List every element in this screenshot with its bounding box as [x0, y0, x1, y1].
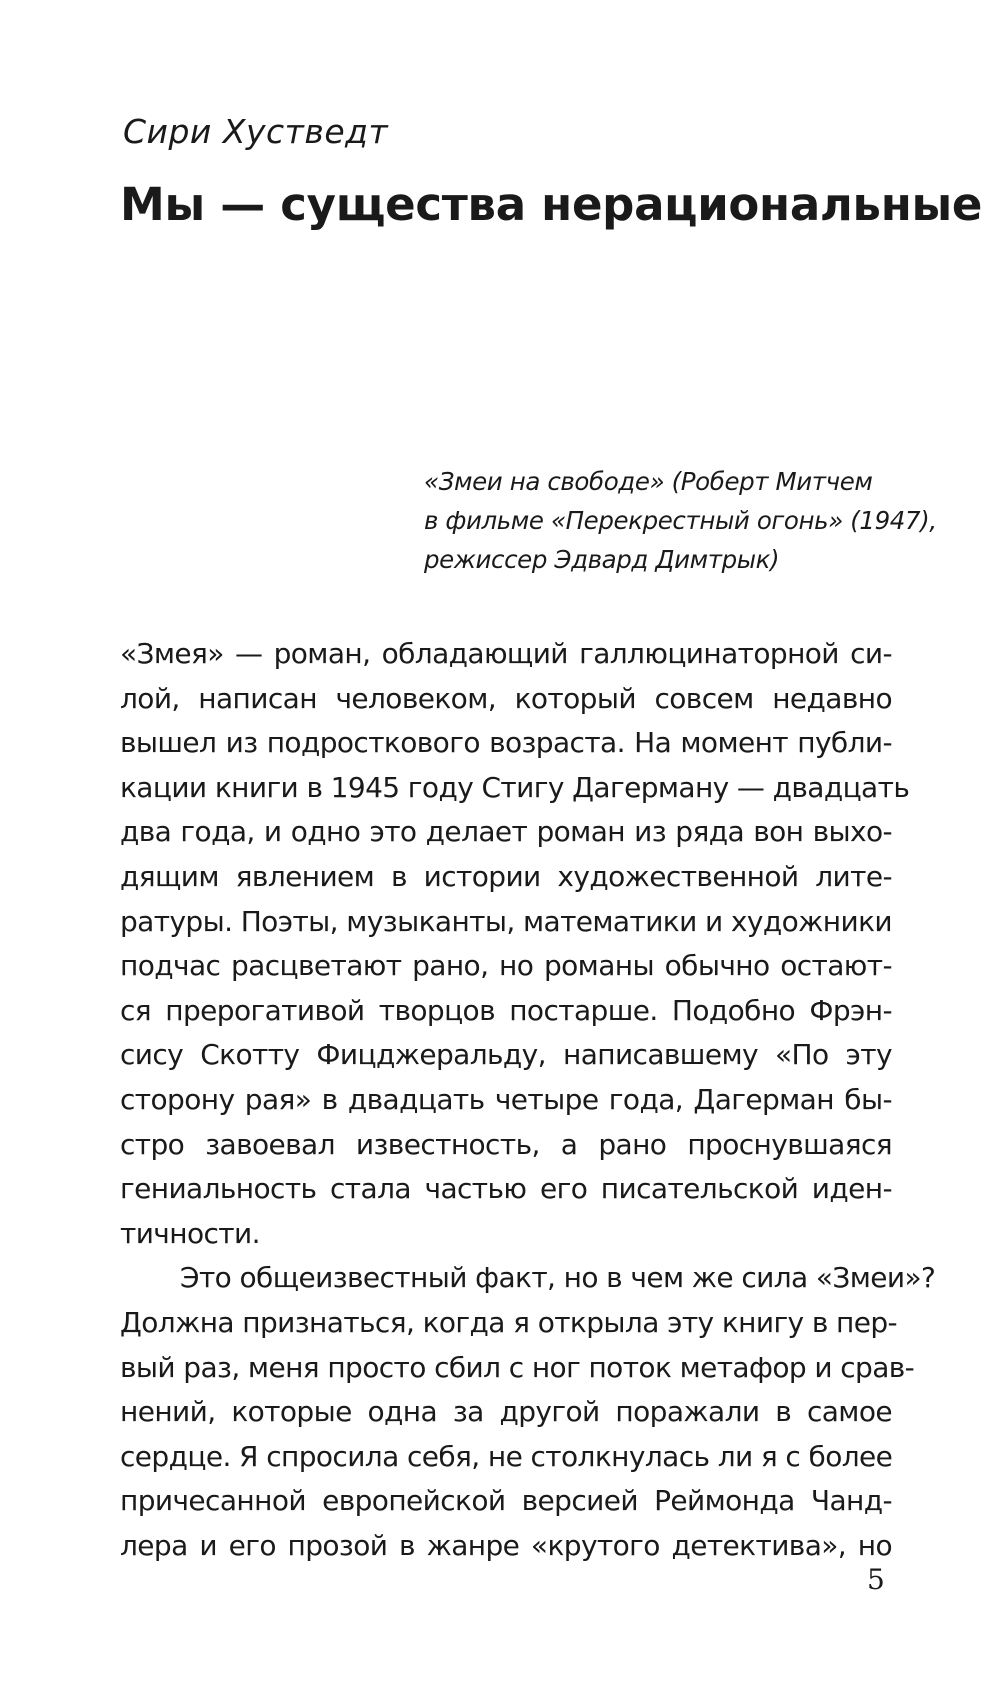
text-line: нений, которые одна за другой поражали в самое	[120, 1395, 892, 1429]
text-line: тичности.	[120, 1216, 260, 1250]
text-line: два года, и одно это делает роман из ряда вон выхо-	[120, 815, 892, 849]
epigraph-line: в фильме «Перекрестный огонь» (1947),	[424, 506, 937, 535]
text-line: вый раз, меня просто сбил с ног поток метафор и срав-	[120, 1350, 915, 1384]
text-line: гениальность стала частью его писательской иден-	[120, 1172, 892, 1206]
text-line: подчас расцветают рано, но романы обычно остают-	[120, 949, 892, 983]
body-text	[120, 632, 936, 1568]
author-name: Сири Хустведт	[123, 112, 389, 151]
text-line: дящим явлением в истории художественной лите-	[120, 859, 892, 893]
text-line: вышел из подросткового возраста. На момент публи-	[120, 726, 892, 760]
text-line: стро завоевал известность, а рано проснувшаяся	[120, 1127, 892, 1161]
epigraph-line: режиссер Эдвард Димтрык)	[424, 545, 780, 574]
text-line: сису Скотту Фицджеральду, написавшему «По эту	[120, 1038, 892, 1072]
text-line: ратуры. Поэты, музыканты, математики и художники	[120, 904, 892, 938]
text-line: кации книги в 1945 году Стигу Дагерману — двадцать	[120, 770, 910, 804]
text-line: причесанной европейской версией Реймонда Чанд-	[120, 1484, 892, 1518]
text-line: сторону рая» в двадцать четыре года, Дагерман бы-	[120, 1082, 892, 1116]
epigraph-line: «Змеи на свободе» (Роберт Митчем	[424, 467, 873, 496]
chapter-title: Мы — существа нерациональные	[120, 178, 983, 231]
text-line: Должна признаться, когда я открыла эту книгу в пер-	[120, 1305, 898, 1339]
text-line: Это общеизвестный факт, но в чем же сила «Змеи»?	[180, 1261, 936, 1295]
text-line: лой, написан человеком, который совсем недавно	[120, 681, 892, 715]
epigraph	[424, 462, 937, 579]
page-number: 5	[867, 1563, 885, 1596]
text-line: ся прерогативой творцов постарше. Подобно Фрэн-	[120, 993, 892, 1027]
text-line: «Змея» — роман, обладающий галлюцинаторной си-	[120, 637, 892, 670]
text-line: сердце. Я спросила себя, не столкнулась ли я с более	[120, 1439, 893, 1473]
text-line: лера и его прозой в жанре «крутого детектива», но	[120, 1528, 892, 1562]
